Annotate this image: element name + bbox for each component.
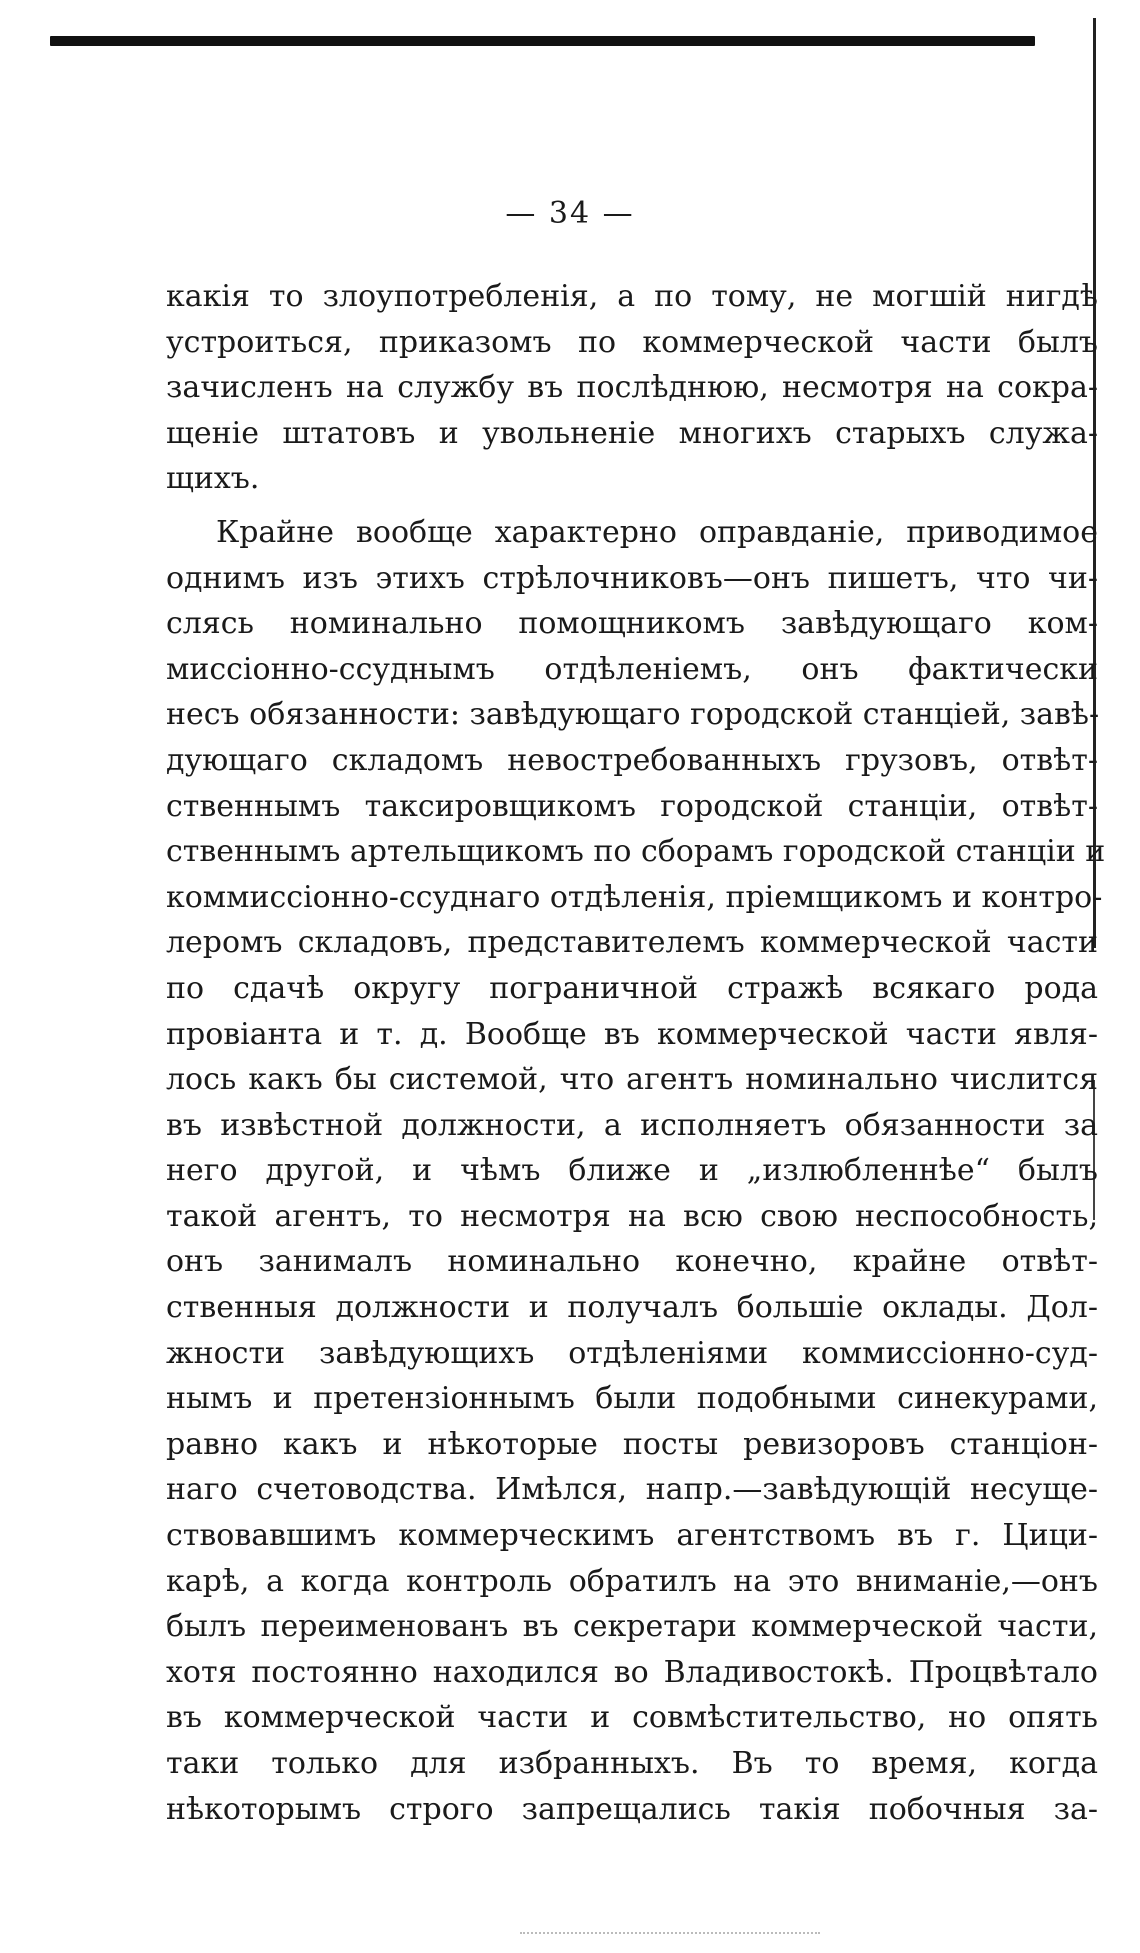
text-line: какія то злоупотребленія, а по тому, не могшій нигдѣ	[166, 279, 1098, 314]
text-line: щеніе штатовъ и увольненіе многихъ старыхъ служа-	[166, 415, 1098, 451]
text-line: ственнымъ артельщикомъ по сборамъ городской станціи и	[166, 834, 1106, 870]
text-line: ственныя должности и получалъ большіе оклады. Дол-	[166, 1290, 1098, 1326]
text-line: нымъ и претензіоннымъ были подобными синекурами,	[166, 1381, 1098, 1417]
paragraph-start-line: Крайне вообще характерно оправданіе, приводимое	[216, 514, 1098, 550]
text-line: нѣкоторымъ строго запрещались такія побочныя за-	[166, 1791, 1098, 1827]
text-line: хотя постоянно находился во Владивостокѣ. Процвѣтало	[166, 1654, 1098, 1690]
text-line: такой агентъ, то несмотря на всю свою неспособность,	[166, 1198, 1098, 1234]
text-line: дующаго складомъ невостребованныхъ грузовъ, отвѣт-	[166, 742, 1098, 778]
text-line: въ извѣстной должности, а исполняетъ обязанности за	[166, 1107, 1098, 1143]
text-line: ственнымъ таксировщикомъ городской станціи, отвѣт-	[166, 788, 1098, 824]
text-line: лось какъ бы системой, что агентъ номинально числится	[166, 1062, 1098, 1098]
text-line: былъ переименованъ въ секретари коммерческой части,	[166, 1609, 1098, 1645]
text-line: по сдачѣ округу пограничной стражѣ всякаго рода	[166, 970, 1098, 1006]
text-line: карѣ, а когда контроль обратилъ на это вниманіе,—онъ	[166, 1563, 1098, 1599]
text-line: однимъ изъ этихъ стрѣлочниковъ—онъ пишетъ, что чи-	[166, 560, 1098, 596]
text-line: несъ обязанности: завѣдующаго городской станціей, завѣ-	[166, 697, 1100, 733]
text-line: таки только для избранныхъ. Въ то время, когда	[166, 1746, 1098, 1781]
text-line: устроиться, приказомъ по коммерческой части былъ	[166, 324, 1098, 360]
text-line: миссіонно-ссуднымъ отдѣленіемъ, онъ фактически	[166, 651, 1098, 687]
text-line: него другой, и чѣмъ ближе и „излюбленнѣе“ былъ	[166, 1153, 1098, 1189]
top-rule	[50, 36, 1035, 46]
text-line: слясь номинально помощникомъ завѣдующаго ком-	[166, 606, 1098, 642]
text-line: наго счетоводства. Имѣлся, напр.—завѣдующій несуще-	[166, 1472, 1098, 1508]
text-line: провіанта и т. д. Вообще въ коммерческой части явля-	[166, 1016, 1098, 1052]
text-line: зачисленъ на службу въ послѣднюю, несмотря на сокра-	[166, 370, 1098, 406]
text-line: ствовавшимъ коммерческимъ агентствомъ въ г. Цици-	[166, 1518, 1098, 1554]
page-number: — 34 —	[505, 196, 635, 231]
text-line: щихъ.	[166, 461, 260, 497]
text-line: леромъ складовъ, представителемъ коммерческой части	[166, 925, 1098, 961]
text-line: коммиссіонно-ссуднаго отдѣленія, пріемщикомъ и контро-	[166, 879, 1103, 915]
scan-artifact	[520, 1932, 820, 1938]
text-line: равно какъ и нѣкоторые посты ревизоровъ станціон-	[166, 1426, 1098, 1462]
text-line: жности завѣдующихъ отдѣленіями коммиссіонно-суд-	[166, 1335, 1098, 1371]
text-line: въ коммерческой части и совмѣстительство, но опять	[166, 1700, 1098, 1736]
body-text	[166, 274, 1106, 1832]
text-line: онъ занималъ номинально конечно, крайне отвѣт-	[166, 1244, 1098, 1280]
